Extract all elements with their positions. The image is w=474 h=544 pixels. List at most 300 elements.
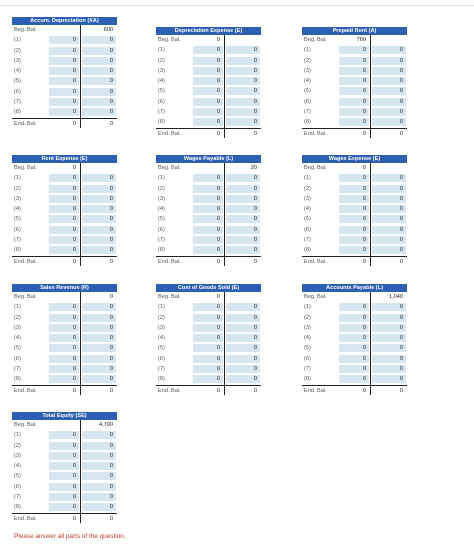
debit-input[interactable]: 0 [339, 215, 369, 223]
debit-input[interactable]: 0 [193, 355, 223, 363]
credit-input[interactable]: 0 [82, 67, 116, 75]
debit-input[interactable]: 0 [193, 77, 223, 85]
transaction-row [12, 471, 117, 481]
credit-input[interactable]: 0 [82, 246, 116, 254]
transaction-row [302, 313, 407, 323]
debit-input[interactable]: 0 [193, 375, 223, 383]
transaction-row [156, 45, 261, 55]
credit-input[interactable]: 0 [226, 334, 260, 342]
transaction-row [156, 117, 261, 127]
transaction-row [12, 184, 117, 194]
debit-input[interactable]: 0 [49, 452, 79, 460]
transaction-row [156, 374, 261, 384]
debit-input[interactable]: 0 [339, 87, 369, 95]
debit-input[interactable]: 0 [193, 57, 223, 65]
ending-balance-credit: 0 [82, 120, 116, 128]
credit-input[interactable]: 0 [372, 324, 406, 332]
ending-balance-label: End. Bal. [158, 130, 181, 137]
transaction-label: (5) [158, 88, 165, 95]
debit-input[interactable]: 0 [49, 375, 79, 383]
credit-input[interactable]: 0 [226, 67, 260, 75]
debit-input[interactable]: 0 [339, 334, 369, 342]
credit-input[interactable]: 0 [82, 375, 116, 383]
transaction-label: (5) [158, 216, 165, 223]
transaction-label: (2) [304, 314, 311, 321]
transaction-label: (7) [304, 366, 311, 373]
debit-input[interactable]: 0 [49, 47, 79, 55]
debit-input[interactable]: 0 [49, 334, 79, 342]
t-account-wages-payable [156, 155, 261, 267]
credit-input[interactable]: 0 [226, 355, 260, 363]
transaction-row [302, 333, 407, 343]
transaction-label: (4) [14, 463, 21, 470]
credit-input[interactable]: 0 [82, 77, 116, 85]
beginning-balance-label: Beg. Bal. [158, 37, 181, 43]
debit-input[interactable]: 0 [49, 355, 79, 363]
credit-input[interactable]: 0 [82, 195, 116, 203]
t-account-divider [80, 420, 82, 523]
ending-balance-label: End. Bal. [14, 120, 37, 127]
credit-input[interactable]: 0 [82, 365, 116, 373]
debit-input[interactable]: 0 [49, 185, 79, 193]
transaction-label: (1) [14, 37, 21, 44]
debit-input[interactable]: 0 [193, 236, 223, 244]
ending-balance-credit: 0 [82, 258, 116, 266]
debit-input[interactable]: 0 [339, 344, 369, 352]
transaction-row [12, 204, 117, 214]
transaction-label: (7) [14, 99, 21, 106]
credit-input[interactable]: 0 [226, 303, 260, 311]
transaction-label: (4) [158, 78, 165, 85]
beginning-balance-label: Beg. Bal. [304, 294, 327, 300]
ending-balance-credit: 0 [226, 258, 260, 266]
credit-input[interactable]: 0 [82, 57, 116, 65]
debit-input[interactable]: 0 [339, 174, 369, 182]
ending-balance-label: End. Bal. [304, 387, 327, 394]
transaction-row [12, 235, 117, 245]
transaction-label: (8) [14, 376, 21, 383]
t-account-title: Accum. Depreciation (XA) [12, 17, 117, 25]
ending-balance-row [12, 385, 117, 396]
credit-input[interactable]: 0 [82, 314, 116, 322]
t-account-cost-of-goods-sold [156, 284, 261, 396]
transaction-label: (3) [158, 67, 165, 74]
debit-input[interactable]: 0 [193, 226, 223, 234]
transaction-row [12, 97, 117, 107]
beginning-balance-debit: 0 [193, 293, 223, 301]
t-account-rent-expense [12, 155, 117, 267]
credit-input[interactable]: 0 [226, 236, 260, 244]
transaction-label: (3) [14, 324, 21, 331]
debit-input[interactable]: 0 [193, 87, 223, 95]
beginning-balance-credit: 0 [82, 293, 116, 301]
debit-input[interactable]: 0 [193, 215, 223, 223]
credit-input[interactable]: 0 [82, 483, 116, 491]
debit-input[interactable]: 0 [339, 46, 369, 54]
debit-input[interactable]: 0 [339, 195, 369, 203]
transaction-label: (5) [14, 345, 21, 352]
transaction-row [12, 245, 117, 255]
credit-input[interactable]: 0 [226, 365, 260, 373]
credit-input[interactable]: 0 [372, 226, 406, 234]
debit-input[interactable]: 0 [193, 46, 223, 54]
credit-input[interactable]: 0 [82, 324, 116, 332]
debit-input[interactable]: 0 [49, 174, 79, 182]
transaction-label: (3) [304, 67, 311, 74]
transaction-row [302, 302, 407, 312]
beginning-balance-label: Beg. Bal. [304, 37, 327, 43]
credit-input[interactable]: 0 [372, 57, 406, 65]
credit-input[interactable]: 0 [226, 98, 260, 106]
credit-input[interactable]: 0 [82, 452, 116, 460]
credit-input[interactable]: 0 [372, 303, 406, 311]
t-account-title: Sales Revenue (R) [12, 284, 117, 292]
debit-input[interactable]: 0 [49, 98, 79, 106]
beginning-balance-row [302, 292, 407, 302]
ending-balance-row [12, 513, 117, 524]
debit-input[interactable]: 0 [193, 185, 223, 193]
t-account-title: Accounts Payable (L) [302, 284, 407, 292]
credit-input[interactable]: 0 [82, 47, 116, 55]
credit-input[interactable]: 0 [372, 87, 406, 95]
transaction-row [302, 235, 407, 245]
ending-balance-credit: 0 [372, 130, 406, 138]
transaction-row [302, 245, 407, 255]
credit-input[interactable]: 0 [82, 462, 116, 470]
t-account-divider [370, 35, 372, 138]
debit-input[interactable]: 0 [339, 324, 369, 332]
debit-input[interactable]: 0 [339, 236, 369, 244]
transaction-row [302, 173, 407, 183]
debit-input[interactable]: 0 [49, 36, 79, 44]
debit-input[interactable]: 0 [49, 493, 79, 501]
beginning-balance-debit [49, 293, 79, 301]
ending-balance-debit: 0 [339, 387, 369, 395]
credit-input[interactable]: 0 [82, 98, 116, 106]
credit-input[interactable]: 0 [372, 246, 406, 254]
debit-input[interactable]: 0 [193, 174, 223, 182]
ending-balance-label: End. Bal. [14, 258, 37, 265]
transaction-label: (8) [14, 109, 21, 116]
ending-balance-debit: 0 [339, 130, 369, 138]
transaction-label: (7) [14, 366, 21, 373]
transaction-row [156, 184, 261, 194]
debit-input[interactable]: 0 [49, 503, 79, 511]
debit-input[interactable]: 0 [49, 462, 79, 470]
debit-input[interactable]: 0 [193, 108, 223, 116]
transaction-label: (8) [158, 376, 165, 383]
beginning-balance-debit: 0 [339, 164, 369, 172]
debit-input[interactable]: 0 [193, 365, 223, 373]
debit-input[interactable]: 0 [193, 195, 223, 203]
transaction-label: (2) [158, 314, 165, 321]
debit-input[interactable]: 0 [49, 57, 79, 65]
credit-input[interactable]: 0 [226, 57, 260, 65]
beginning-balance-credit: 4,700 [82, 421, 116, 429]
t-account-title: Total Equity (SE) [12, 412, 117, 420]
transaction-label: (5) [158, 345, 165, 352]
debit-input[interactable]: 0 [339, 108, 369, 116]
transaction-label: (7) [158, 237, 165, 244]
debit-input[interactable]: 0 [49, 77, 79, 85]
debit-input[interactable]: 0 [339, 246, 369, 254]
ending-balance-row [156, 256, 261, 267]
credit-input[interactable]: 0 [372, 205, 406, 213]
credit-input[interactable]: 0 [372, 355, 406, 363]
credit-input[interactable]: 0 [226, 185, 260, 193]
transaction-row [302, 194, 407, 204]
credit-input[interactable]: 0 [226, 314, 260, 322]
debit-input[interactable]: 0 [339, 118, 369, 126]
debit-input[interactable]: 0 [193, 314, 223, 322]
transaction-label: (4) [158, 206, 165, 213]
debit-input[interactable]: 0 [49, 236, 79, 244]
ending-balance-debit: 0 [339, 258, 369, 266]
credit-input[interactable]: 0 [82, 503, 116, 511]
beginning-balance-label: Beg. Bal. [14, 27, 37, 33]
ending-balance-label: End. Bal. [158, 258, 181, 265]
credit-input[interactable]: 0 [372, 195, 406, 203]
credit-input[interactable]: 0 [226, 77, 260, 85]
ending-balance-label: End. Bal. [14, 387, 37, 394]
credit-input[interactable]: 0 [372, 314, 406, 322]
beginning-balance-label: Beg. Bal. [14, 165, 37, 171]
credit-input[interactable]: 0 [226, 344, 260, 352]
debit-input[interactable]: 0 [49, 215, 79, 223]
t-account-title: Cost of Goods Sold (E) [156, 284, 261, 292]
transaction-label: (2) [158, 57, 165, 64]
transaction-row [156, 107, 261, 117]
debit-input[interactable]: 0 [193, 246, 223, 254]
credit-input[interactable]: 0 [82, 108, 116, 116]
debit-input[interactable]: 0 [49, 88, 79, 96]
debit-input[interactable]: 0 [193, 344, 223, 352]
transaction-label: (2) [304, 185, 311, 192]
credit-input[interactable]: 0 [372, 98, 406, 106]
debit-input[interactable]: 0 [49, 205, 79, 213]
debit-input[interactable]: 0 [49, 108, 79, 116]
transaction-row [12, 441, 117, 451]
debit-input[interactable]: 0 [49, 195, 79, 203]
transaction-row [302, 66, 407, 76]
beginning-balance-credit [226, 36, 260, 44]
transaction-label: (1) [14, 304, 21, 311]
debit-input[interactable]: 0 [339, 314, 369, 322]
credit-input[interactable]: 0 [82, 303, 116, 311]
transaction-row [156, 323, 261, 333]
transaction-row [156, 364, 261, 374]
transaction-row [156, 194, 261, 204]
transaction-label: (7) [158, 109, 165, 116]
transaction-label: (3) [14, 195, 21, 202]
transaction-row [12, 87, 117, 97]
debit-input[interactable]: 0 [339, 205, 369, 213]
credit-input[interactable]: 0 [226, 205, 260, 213]
transaction-label: (2) [14, 314, 21, 321]
debit-input[interactable]: 0 [49, 472, 79, 480]
beginning-balance-credit [226, 293, 260, 301]
transaction-label: (6) [14, 226, 21, 233]
credit-input[interactable]: 0 [82, 88, 116, 96]
debit-input[interactable]: 0 [339, 185, 369, 193]
transaction-label: (4) [14, 206, 21, 213]
credit-input[interactable]: 0 [226, 246, 260, 254]
credit-input[interactable]: 0 [82, 226, 116, 234]
credit-input[interactable]: 0 [82, 431, 116, 439]
beginning-balance-credit: 600 [82, 26, 116, 34]
t-account-divider [80, 163, 82, 266]
debit-input[interactable]: 0 [49, 246, 79, 254]
credit-input[interactable]: 0 [226, 46, 260, 54]
credit-input[interactable]: 0 [82, 344, 116, 352]
debit-input[interactable]: 0 [49, 67, 79, 75]
debit-input[interactable]: 0 [193, 334, 223, 342]
t-account-title: Rent Expense (E) [12, 155, 117, 163]
credit-input[interactable]: 0 [82, 174, 116, 182]
credit-input[interactable]: 0 [82, 215, 116, 223]
credit-input[interactable]: 0 [372, 365, 406, 373]
credit-input[interactable]: 0 [82, 334, 116, 342]
debit-input[interactable]: 0 [339, 365, 369, 373]
debit-input[interactable]: 0 [339, 67, 369, 75]
credit-input[interactable]: 0 [372, 215, 406, 223]
credit-input[interactable]: 0 [82, 185, 116, 193]
credit-input[interactable]: 0 [226, 87, 260, 95]
transaction-label: (1) [158, 304, 165, 311]
credit-input[interactable]: 0 [372, 185, 406, 193]
answer-all-parts-message: Please answer all parts of the question. [14, 533, 126, 540]
debit-input[interactable]: 0 [49, 314, 79, 322]
credit-input[interactable]: 0 [372, 375, 406, 383]
transaction-row [156, 97, 261, 107]
credit-input[interactable]: 0 [82, 472, 116, 480]
credit-input[interactable]: 0 [226, 215, 260, 223]
debit-input[interactable]: 0 [49, 442, 79, 450]
debit-input[interactable]: 0 [49, 431, 79, 439]
beginning-balance-credit [372, 164, 406, 172]
credit-input[interactable]: 0 [226, 226, 260, 234]
credit-input[interactable]: 0 [372, 77, 406, 85]
debit-input[interactable]: 0 [49, 303, 79, 311]
transaction-row [302, 354, 407, 364]
transaction-label: (4) [304, 206, 311, 213]
debit-input[interactable]: 0 [49, 226, 79, 234]
credit-input[interactable]: 0 [82, 205, 116, 213]
transaction-row [156, 343, 261, 353]
transaction-row [12, 56, 117, 66]
t-account-wages-expense [302, 155, 407, 267]
transaction-row [302, 97, 407, 107]
debit-input[interactable]: 0 [339, 226, 369, 234]
transaction-label: (2) [304, 57, 311, 64]
debit-input[interactable]: 0 [193, 118, 223, 126]
debit-input[interactable]: 0 [193, 67, 223, 75]
transaction-row [12, 214, 117, 224]
credit-input[interactable]: 0 [226, 324, 260, 332]
beginning-balance-label: Beg. Bal. [14, 294, 37, 300]
transaction-label: (1) [158, 47, 165, 54]
transaction-label: (6) [304, 226, 311, 233]
transaction-label: (8) [304, 119, 311, 126]
transaction-row [302, 86, 407, 96]
transaction-row [156, 333, 261, 343]
transaction-row [302, 45, 407, 55]
transaction-row [302, 364, 407, 374]
transaction-label: (5) [14, 78, 21, 85]
debit-input[interactable]: 0 [339, 375, 369, 383]
debit-input[interactable]: 0 [49, 365, 79, 373]
transaction-row [156, 76, 261, 86]
credit-input[interactable]: 0 [226, 195, 260, 203]
transaction-row [302, 214, 407, 224]
credit-input[interactable]: 0 [372, 236, 406, 244]
credit-input[interactable]: 0 [82, 355, 116, 363]
debit-input[interactable]: 0 [49, 483, 79, 491]
credit-input[interactable]: 0 [82, 493, 116, 501]
transaction-row [156, 245, 261, 255]
beginning-balance-credit [82, 164, 116, 172]
t-account-divider [80, 292, 82, 395]
t-account-divider [224, 35, 226, 138]
transaction-row [12, 302, 117, 312]
beginning-balance-credit: 20 [226, 164, 260, 172]
credit-input[interactable]: 0 [372, 344, 406, 352]
transaction-label: (1) [14, 175, 21, 182]
credit-input[interactable]: 0 [372, 118, 406, 126]
transaction-label: (1) [304, 47, 311, 54]
debit-input[interactable]: 0 [49, 324, 79, 332]
credit-input[interactable]: 0 [82, 442, 116, 450]
debit-input[interactable]: 0 [339, 355, 369, 363]
credit-input[interactable]: 0 [372, 174, 406, 182]
transaction-row [156, 204, 261, 214]
transaction-label: (1) [304, 175, 311, 182]
credit-input[interactable]: 0 [226, 174, 260, 182]
transaction-row [302, 374, 407, 384]
ending-balance-label: End. Bal. [14, 515, 37, 522]
debit-input[interactable]: 0 [193, 324, 223, 332]
credit-input[interactable]: 0 [372, 67, 406, 75]
credit-input[interactable]: 0 [226, 118, 260, 126]
transaction-label: (5) [304, 88, 311, 95]
credit-input[interactable]: 0 [226, 375, 260, 383]
transaction-label: (4) [304, 335, 311, 342]
credit-input[interactable]: 0 [372, 334, 406, 342]
debit-input[interactable]: 0 [49, 344, 79, 352]
debit-input[interactable]: 0 [193, 98, 223, 106]
ending-balance-row [156, 385, 261, 396]
transaction-row [12, 173, 117, 183]
debit-input[interactable]: 0 [339, 303, 369, 311]
debit-input[interactable]: 0 [193, 303, 223, 311]
ending-balance-row [12, 256, 117, 267]
debit-input[interactable]: 0 [193, 205, 223, 213]
credit-input[interactable]: 0 [226, 108, 260, 116]
ending-balance-row [302, 256, 407, 267]
debit-input[interactable]: 0 [339, 77, 369, 85]
credit-input[interactable]: 0 [82, 236, 116, 244]
transaction-row [12, 461, 117, 471]
ending-balance-label: End. Bal. [304, 130, 327, 137]
credit-input[interactable]: 0 [372, 46, 406, 54]
beginning-balance-row [156, 292, 261, 302]
debit-input[interactable]: 0 [339, 98, 369, 106]
transaction-row [302, 76, 407, 86]
credit-input[interactable]: 0 [372, 108, 406, 116]
transaction-label: (6) [158, 226, 165, 233]
credit-input[interactable]: 0 [82, 36, 116, 44]
debit-input[interactable]: 0 [339, 57, 369, 65]
